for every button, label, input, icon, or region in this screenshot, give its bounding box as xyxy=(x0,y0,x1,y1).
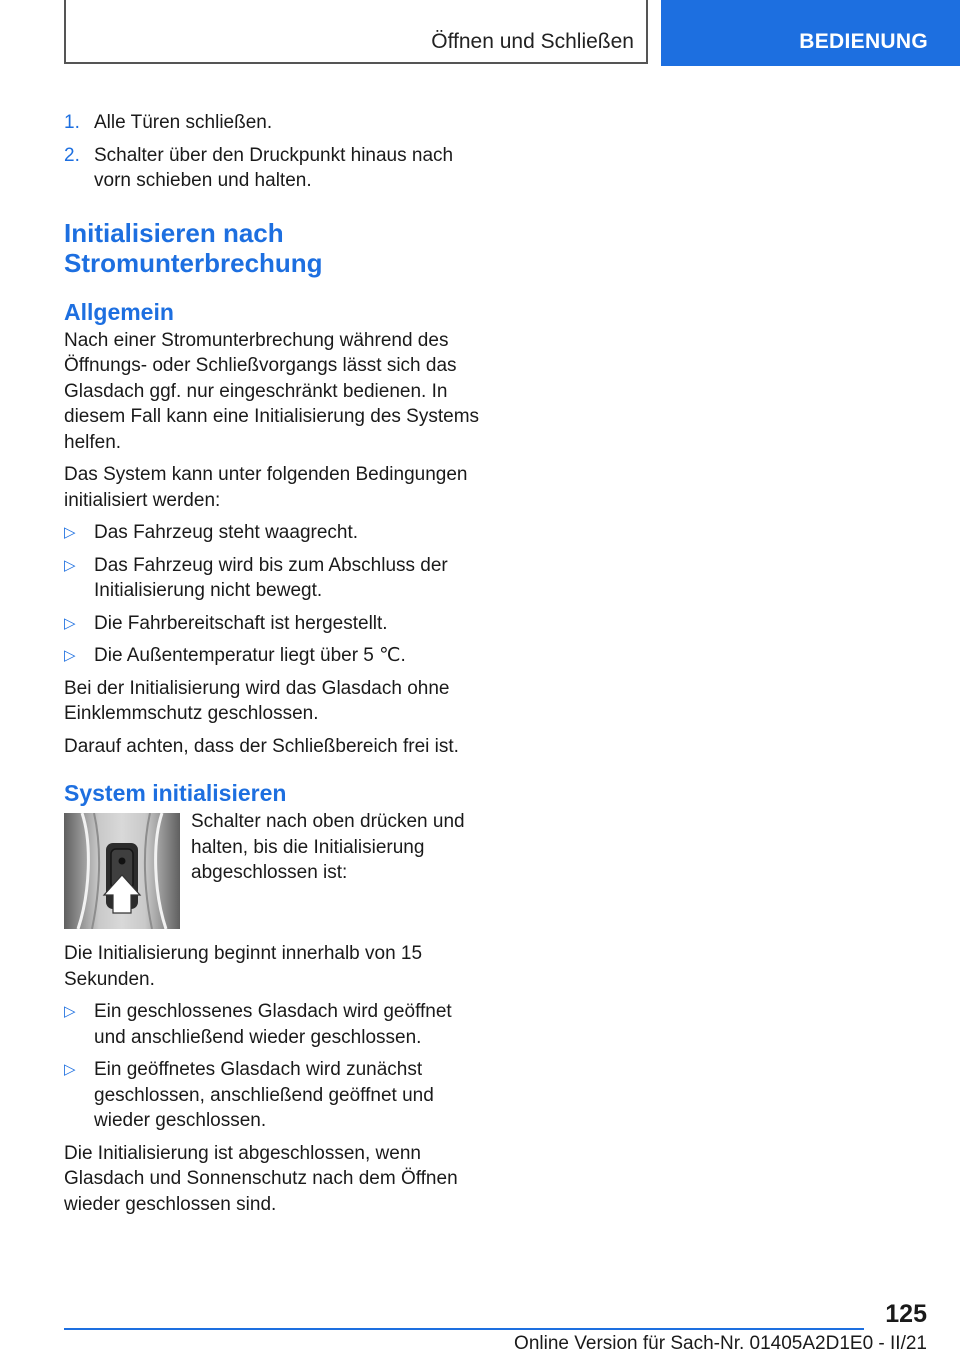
figure-row xyxy=(64,813,482,929)
result-text: Ein geschlossenes Glasdach wird geöffnet und anschließend wieder geschlossen. xyxy=(94,1001,452,1048)
paragraph: Bei der Initialisierung wird das Glasdach ohne Einklemmschutz geschlossen. xyxy=(64,677,450,724)
paragraph: Nach einer Stromunterbrechung während des Öffnungs- oder Schließvorgangs lässt sich das Glasdach ggf. nur eingeschränkt bedienen. In diesem Fall kann eine Initialisierung des Systems helfen. xyxy=(64,329,480,453)
triangle-bullet-icon: ▷ xyxy=(64,524,76,541)
page-number: 125 xyxy=(885,1300,927,1328)
header-title: Öffnen und Schließen xyxy=(431,30,634,53)
condition-text: Die Fahrbereitschaft ist hergestellt. xyxy=(94,612,388,634)
subsection-heading: Allgemein xyxy=(64,298,174,325)
footer-divider xyxy=(64,1328,864,1330)
roof-switch-figure xyxy=(64,813,180,929)
section-heading: Initialisieren nach Stromunterbrechung xyxy=(64,217,323,278)
result-item xyxy=(64,1057,482,1134)
paragraph: Die Initialisierung ist abgeschlossen, wenn Glasdach und Sonnenschutz nach dem Öffnen wieder geschlossen sind. xyxy=(64,1142,458,1215)
condition-text: Die Außentemperatur liegt über 5 ℃. xyxy=(94,645,406,666)
footer-text: Online Version für Sach-Nr. 01405A2D1E0 - II/21 xyxy=(514,1333,927,1354)
triangle-bullet-icon: ▷ xyxy=(64,556,76,574)
subsection-heading: System initialisieren xyxy=(64,780,287,806)
header-title-box xyxy=(64,0,648,64)
paragraph: Das System kann unter folgenden Bedingungen initialisiert werden: xyxy=(64,464,468,511)
condition-item xyxy=(64,611,482,637)
triangle-bullet-icon: ▷ xyxy=(64,647,76,664)
step-text: Schalter über den Druckpunkt hinaus nach vorn schieben und halten. xyxy=(94,144,454,191)
step-item xyxy=(64,143,482,194)
step-number: 1. xyxy=(64,112,80,133)
header-section-label: BEDIENUNG xyxy=(799,30,928,53)
header-section-tab xyxy=(661,0,960,66)
triangle-bullet-icon: ▷ xyxy=(64,1061,76,1078)
paragraph: Die Initialisierung beginnt innerhalb von 15 Sekunden. xyxy=(64,943,423,990)
condition-item xyxy=(64,643,482,669)
step-item xyxy=(64,110,482,136)
triangle-bullet-icon: ▷ xyxy=(64,1003,76,1020)
step-text: Alle Türen schließen. xyxy=(94,112,273,133)
condition-text: Das Fahrzeug wird bis zum Abschluss der Initialisierung nicht bewegt. xyxy=(94,554,448,601)
result-text: Ein geöffnetes Glasdach wird zunächst geschlossen, anschließend geöffnet und wieder geschlossen. xyxy=(94,1059,434,1131)
step-number: 2. xyxy=(64,144,80,166)
condition-item xyxy=(64,553,482,604)
main-content xyxy=(64,110,482,1224)
paragraph: Darauf achten, dass der Schließbereich frei ist. xyxy=(64,735,459,757)
condition-text: Das Fahrzeug steht waagrecht. xyxy=(94,522,359,543)
figure-caption: Schalter nach oben drücken und halten, bis die Initialisierung abgeschlossen ist: xyxy=(191,811,465,883)
result-item xyxy=(64,999,482,1050)
triangle-bullet-icon: ▷ xyxy=(64,614,76,632)
condition-item xyxy=(64,520,482,546)
